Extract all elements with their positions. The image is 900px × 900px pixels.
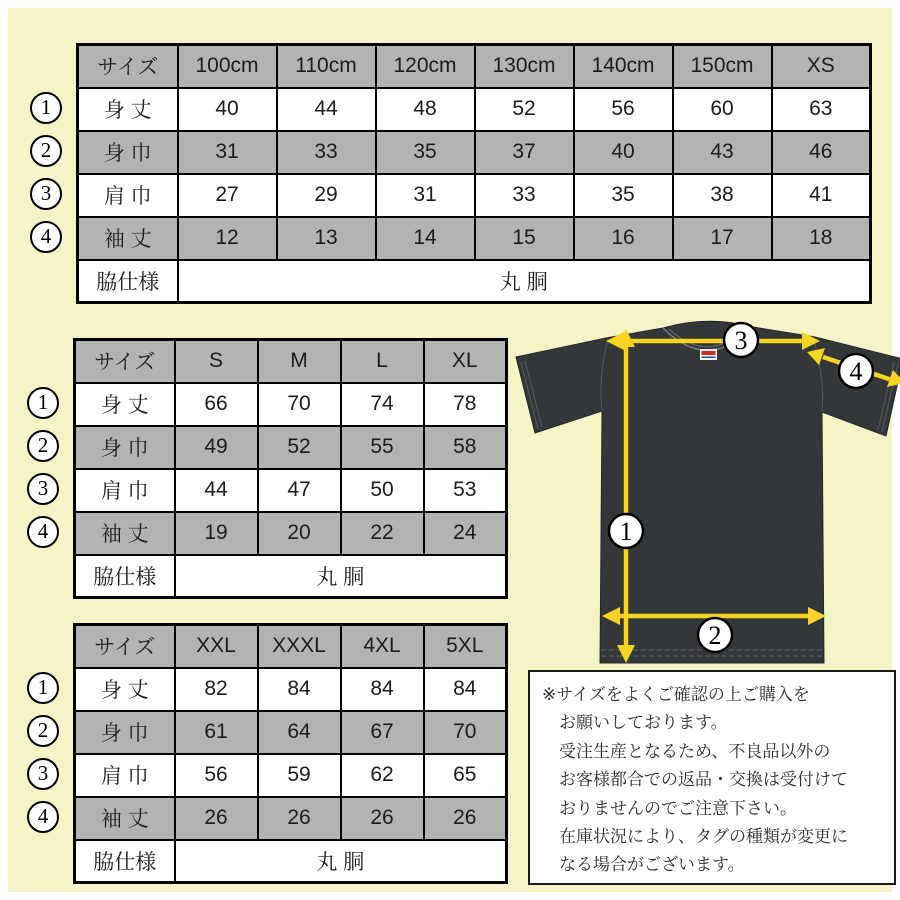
spec-row-label: 脇仕様 (75, 840, 175, 883)
measurement-cell: 49 (175, 426, 258, 469)
spec-row-label: 脇仕様 (78, 260, 178, 303)
measurement-cell: 27 (178, 174, 277, 217)
measurement-cell: 61 (175, 711, 258, 754)
row-marker-circle: 1 (30, 92, 62, 124)
measurement-cell: 78 (424, 383, 507, 426)
spec-row-value: 丸 胴 (175, 840, 507, 883)
measurement-cell: 74 (341, 383, 424, 426)
column-header: XXXL (258, 625, 341, 668)
measurement-cell: 70 (258, 383, 341, 426)
row-marker-circle: 3 (27, 473, 59, 505)
measurement-cell: 64 (258, 711, 341, 754)
column-header: 4XL (341, 625, 424, 668)
measurement-cell: 55 (341, 426, 424, 469)
column-header: 5XL (424, 625, 507, 668)
measurement-cell: 19 (175, 512, 258, 555)
measurement-cell: 66 (175, 383, 258, 426)
measurement-cell: 56 (574, 88, 673, 131)
measurement-cell: 60 (673, 88, 772, 131)
measurement-cell: 44 (175, 469, 258, 512)
column-header: 110cm (277, 45, 376, 88)
measurement-cell: 26 (424, 797, 507, 840)
row-label: 肩 巾 (75, 469, 175, 512)
measurement-cell: 56 (175, 754, 258, 797)
row-marker-circle: 4 (30, 221, 62, 253)
measurement-cell: 48 (376, 88, 475, 131)
measurement-cell: 82 (175, 668, 258, 711)
svg-text:4: 4 (849, 357, 863, 386)
page-background (8, 8, 892, 892)
column-header: 140cm (574, 45, 673, 88)
spec-row-value: 丸 胴 (175, 555, 507, 598)
measurement-cell: 40 (574, 131, 673, 174)
measurement-cell: 26 (341, 797, 424, 840)
measurement-cell: 38 (673, 174, 772, 217)
measurement-cell: 37 (475, 131, 574, 174)
notice-line: お客様都合での返品・交換は受付けて (559, 770, 848, 790)
measurement-cell: 47 (258, 469, 341, 512)
row-marker-circle: 2 (27, 430, 59, 462)
measurement-cell: 12 (178, 217, 277, 260)
measurement-cell: 35 (376, 131, 475, 174)
measurement-cell: 84 (341, 668, 424, 711)
row-label: 身 丈 (78, 88, 178, 131)
measurement-cell: 44 (277, 88, 376, 131)
column-header: XXL (175, 625, 258, 668)
measurement-cell: 13 (277, 217, 376, 260)
measurement-cell: 22 (341, 512, 424, 555)
measurement-cell: 65 (424, 754, 507, 797)
column-header: サイズ (75, 340, 175, 383)
measurement-cell: 53 (424, 469, 507, 512)
measurement-cell: 33 (475, 174, 574, 217)
column-header: 100cm (178, 45, 277, 88)
measurement-cell: 20 (258, 512, 341, 555)
row-label: 袖 丈 (75, 512, 175, 555)
notice-line: お願いしております。 (559, 713, 728, 733)
measurement-cell: 33 (277, 131, 376, 174)
measurement-cell: 84 (424, 668, 507, 711)
size-table-s-xl (73, 338, 508, 599)
marker-2 (698, 618, 732, 652)
column-header: サイズ (78, 45, 178, 88)
measurement-cell: 43 (673, 131, 772, 174)
marker-4 (839, 354, 873, 388)
row-marker-circle: 3 (30, 178, 62, 210)
size-table-xxl-5xl-wrapper (25, 623, 508, 884)
measurement-cell: 26 (258, 797, 341, 840)
row-marker-circle: 2 (30, 135, 62, 167)
measurement-cell: 16 (574, 217, 673, 260)
measurement-cell: 52 (258, 426, 341, 469)
column-header: M (258, 340, 341, 383)
t-shirt-measurement-diagram (508, 313, 900, 668)
column-header: XL (424, 340, 507, 383)
row-label: 袖 丈 (78, 217, 178, 260)
column-header: サイズ (75, 625, 175, 668)
size-table-xxl-5xl (73, 623, 508, 884)
measurement-cell: 62 (341, 754, 424, 797)
size-table-kids-100-150-xs (76, 43, 872, 304)
measurement-cell: 17 (673, 217, 772, 260)
measurement-cell: 58 (424, 426, 507, 469)
row-marker-circle: 1 (27, 387, 59, 419)
column-header: 120cm (376, 45, 475, 88)
measurement-cell: 84 (258, 668, 341, 711)
svg-text:2: 2 (708, 621, 722, 650)
measurement-cell: 46 (772, 131, 871, 174)
marker-1 (609, 514, 643, 548)
size-table-kids-wrapper (28, 43, 872, 304)
measurement-cell: 15 (475, 217, 574, 260)
notice-line: 在庫状況により、タグの種類が変更に (559, 827, 848, 847)
marker-3 (724, 323, 758, 357)
notice-line: なる場合がございます。 (559, 855, 745, 875)
spec-row-label: 脇仕様 (75, 555, 175, 598)
measurement-cell: 31 (178, 131, 277, 174)
purchase-notice (528, 670, 896, 885)
measurement-cell: 29 (277, 174, 376, 217)
measurement-cell: 40 (178, 88, 277, 131)
notice-line: ※サイズをよくご確認の上ご購入を (542, 685, 810, 704)
row-label: 身 巾 (75, 426, 175, 469)
measurement-cell: 14 (376, 217, 475, 260)
column-header: 150cm (673, 45, 772, 88)
measurement-cell: 18 (772, 217, 871, 260)
measurement-cell: 26 (175, 797, 258, 840)
measurement-cell: 24 (424, 512, 507, 555)
row-label: 身 丈 (75, 668, 175, 711)
notice-line: 受注生産となるため、不良品以外の (559, 741, 831, 761)
column-header: S (175, 340, 258, 383)
column-header: 130cm (475, 45, 574, 88)
row-label: 身 巾 (75, 711, 175, 754)
size-table-s-xl-wrapper (25, 338, 508, 599)
row-label: 肩 巾 (78, 174, 178, 217)
measurement-cell: 52 (475, 88, 574, 131)
row-label: 肩 巾 (75, 754, 175, 797)
svg-text:1: 1 (619, 517, 633, 546)
brand-tag (700, 349, 717, 360)
column-header: XS (772, 45, 871, 88)
svg-text:3: 3 (734, 326, 748, 355)
row-label: 身 丈 (75, 383, 175, 426)
measurement-cell: 41 (772, 174, 871, 217)
measurement-cell: 67 (341, 711, 424, 754)
measurement-cell: 31 (376, 174, 475, 217)
row-marker-circle: 2 (27, 715, 59, 747)
row-label: 身 巾 (78, 131, 178, 174)
row-marker-circle: 1 (27, 672, 59, 704)
notice-line: おりませんのでご注意下さい。 (559, 798, 797, 818)
measurement-cell: 35 (574, 174, 673, 217)
measurement-cell: 63 (772, 88, 871, 131)
row-marker-circle: 4 (27, 516, 59, 548)
row-marker-circle: 3 (27, 758, 59, 790)
measurement-cell: 50 (341, 469, 424, 512)
row-label: 袖 丈 (75, 797, 175, 840)
row-marker-circle: 4 (27, 801, 59, 833)
spec-row-value: 丸 胴 (178, 260, 871, 303)
measurement-cell: 70 (424, 711, 507, 754)
column-header: L (341, 340, 424, 383)
measurement-cell: 59 (258, 754, 341, 797)
